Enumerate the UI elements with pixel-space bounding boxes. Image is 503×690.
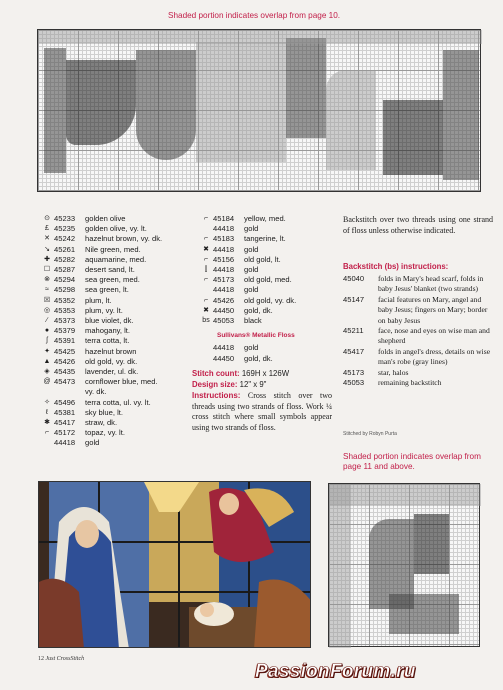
stitch-symbol-icon: ✱ — [44, 419, 50, 427]
floss-key-row — [40, 347, 198, 357]
metallic-floss-row — [199, 343, 329, 353]
stitch-symbol-icon — [40, 387, 54, 397]
floss-key-row — [199, 265, 329, 275]
backstitch-row — [343, 378, 493, 388]
floss-color-name: black — [244, 316, 262, 326]
stitch-symbol-icon: ✧ — [44, 398, 50, 406]
floss-color-name: gold — [244, 265, 259, 275]
floss-key-row — [40, 398, 198, 408]
floss-color-name: plum, vy. lt. — [85, 305, 123, 315]
floss-code: 45173 — [213, 275, 235, 285]
floss-color-name: old gold, med. — [244, 275, 292, 285]
floss-key-row — [199, 275, 329, 285]
floss-key-row — [40, 428, 198, 438]
stitch-symbol-icon — [40, 438, 54, 448]
floss-code: 44418 — [213, 244, 235, 254]
floss-color-name: terra cotta, ul. vy. lt. — [85, 397, 151, 407]
stitch-info — [192, 369, 289, 390]
floss-color-name: Nile green, med. — [85, 244, 141, 254]
stitch-symbol-icon: ⌐ — [203, 255, 209, 263]
floss-code: 45426 — [213, 295, 235, 305]
floss-color-name: golden olive, vy. lt. — [85, 224, 147, 234]
floss-code: 45496 — [54, 397, 76, 407]
floss-code: 45435 — [54, 367, 76, 377]
stitch-symbol-icon — [199, 224, 213, 234]
floss-color-name: straw, dk. — [85, 418, 118, 428]
floss-key-row — [40, 357, 198, 367]
floss-code: 44418 — [213, 343, 235, 353]
metallic-floss-rows — [199, 343, 329, 363]
nativity-stitched-photo — [38, 481, 311, 648]
cross-stitch-chart-top — [37, 29, 481, 192]
floss-code: 45381 — [54, 407, 76, 417]
floss-key-row — [199, 234, 329, 244]
stitch-symbol-icon: ◎ — [43, 306, 51, 314]
stitch-count-label: Stitch count: — [192, 369, 240, 378]
floss-color-name: gold — [85, 438, 100, 448]
spacer — [199, 343, 213, 353]
floss-key-row — [40, 387, 198, 397]
backstitch-description: facial features on Mary, angel and baby Jesus; fingers on Mary; border on baby Jesus — [378, 294, 488, 325]
backstitch-description: face, nose and eyes on wise man and shepherd — [378, 326, 490, 346]
floss-color-name: gold — [244, 224, 259, 234]
stitch-symbol-icon: ʃ — [46, 337, 48, 345]
floss-code: 44450 — [213, 353, 235, 363]
backstitch-list — [343, 274, 493, 388]
floss-color-name: sea green, med. — [85, 275, 140, 285]
floss-color-name: old gold, vy. dk. — [244, 295, 297, 305]
floss-key-row — [199, 316, 329, 326]
floss-code: 45373 — [54, 316, 76, 326]
floss-code: 44418 — [213, 285, 235, 295]
stitch-symbol-icon: bs — [202, 317, 210, 325]
chart-shade-region — [66, 60, 136, 145]
floss-key-column-2 — [199, 214, 329, 364]
chart-shade-region — [389, 594, 459, 634]
site-watermark: PassionForum.ru — [255, 661, 416, 682]
chart-shade-region — [286, 38, 326, 138]
floss-code: 45242 — [54, 234, 76, 244]
floss-key-row — [40, 285, 198, 295]
nativity-illustration — [39, 482, 311, 648]
stitch-symbol-icon: ⊗ — [44, 276, 50, 284]
floss-color-name: gold, dk. — [244, 305, 273, 315]
design-size-label: Design size: — [192, 379, 238, 389]
backstitch-heading: Backstitch (bs) instructions: — [343, 262, 449, 271]
spacer — [199, 354, 213, 364]
floss-key-row — [40, 306, 198, 316]
floss-key-row — [40, 214, 198, 224]
stitch-symbol-icon: ⌐ — [203, 235, 209, 243]
chart-shade-region — [383, 100, 443, 175]
backstitch-description: star, halos — [378, 367, 409, 377]
backstitch-description: remaining backstitch — [378, 378, 442, 388]
instructions-paragraph — [192, 391, 332, 433]
floss-key-row — [40, 418, 198, 428]
floss-key-row — [40, 316, 198, 326]
floss-key-column-1 — [40, 214, 198, 449]
stitch-symbol-icon: @ — [43, 378, 51, 386]
floss-key-row — [199, 224, 329, 234]
floss-color-name: sky blue, lt. — [85, 407, 123, 417]
floss-color-name: old gold, vy. dk. — [85, 356, 138, 366]
stitch-symbol-icon: ⊙ — [44, 215, 50, 222]
floss-key-rows — [199, 214, 329, 326]
floss-code: 45183 — [213, 234, 235, 244]
floss-code: 44450 — [213, 305, 235, 315]
floss-key-row — [40, 367, 198, 377]
backstitch-row — [343, 295, 493, 326]
floss-key-row — [40, 296, 198, 306]
instructions-text: Cross stitch over two threads using two strands of floss. Work ¼ cross stitch where small symbols appear using two strands of floss. — [192, 391, 333, 432]
instructions-label: Instructions: — [192, 391, 241, 400]
backstitch-description: folds in angel's dress, details on wise man's robe (gray lines) — [378, 346, 491, 367]
floss-code: 45172 — [54, 428, 76, 438]
floss-key-row — [40, 408, 198, 418]
chart-shade-region — [414, 514, 449, 574]
floss-code: 45298 — [54, 285, 76, 295]
floss-key-row — [40, 438, 198, 448]
floss-key-row — [40, 265, 198, 275]
floss-key-row — [199, 255, 329, 265]
stitch-symbol-icon: ✦ — [44, 347, 50, 355]
floss-key-row — [199, 306, 329, 316]
floss-color-name: lavender, ul. dk. — [85, 367, 139, 377]
floss-code: 45294 — [54, 275, 76, 285]
stitch-symbol-icon: ◈ — [44, 368, 50, 376]
floss-color-name: blue violet, dk. — [85, 316, 134, 326]
stitch-symbol-icon: ⌐ — [203, 276, 209, 284]
floss-code: 45425 — [54, 346, 76, 356]
backstitch-row — [343, 368, 493, 378]
floss-code: 45040 — [343, 274, 365, 283]
floss-code: 45353 — [54, 305, 76, 315]
floss-color-name: terra cotta, lt. — [85, 336, 130, 346]
floss-code: 45426 — [54, 356, 76, 366]
floss-code: 45053 — [343, 378, 365, 388]
floss-code: 45391 — [54, 336, 76, 346]
floss-code: 45233 — [54, 214, 76, 223]
backstitch-row — [343, 347, 493, 368]
floss-code: 44418 — [54, 438, 76, 448]
overlap-note-top: Shaded portion indicates overlap from page 10. — [168, 11, 341, 20]
floss-key-row — [199, 245, 329, 255]
floss-color-name: gold — [244, 343, 259, 353]
floss-code: 45379 — [54, 326, 76, 336]
backstitch-description: folds in Mary's head scarf, folds in baby Jesus' blanket (two strands) — [378, 274, 484, 294]
floss-color-name: cornflower blue, med. — [85, 377, 158, 387]
backstitch-row — [343, 326, 493, 347]
chart-overlap-band — [38, 30, 482, 44]
floss-code: 45261 — [54, 244, 76, 254]
floss-color-name: gold — [244, 285, 259, 295]
floss-code: 45417 — [54, 418, 76, 428]
floss-color-name: plum, lt. — [85, 295, 112, 305]
overlap-note-right: Shaded portion indicates overlap from page 11 and above. — [343, 452, 481, 471]
floss-color-name: sea green, lt. — [85, 285, 129, 295]
stitch-symbol-icon: ✖ — [203, 306, 209, 314]
floss-color-name: gold — [244, 244, 259, 254]
floss-code: 45156 — [213, 254, 235, 264]
stitch-symbol-icon: ✖ — [203, 245, 209, 253]
floss-key-row — [199, 296, 329, 306]
floss-key-row — [199, 214, 329, 224]
floss-code: 45235 — [54, 224, 76, 234]
floss-code: 45053 — [213, 316, 235, 326]
page-number: 12 — [38, 656, 44, 662]
floss-code — [54, 387, 85, 397]
chart-shade-region — [326, 70, 376, 170]
floss-code: 45173 — [343, 367, 365, 377]
floss-code: 45211 — [343, 326, 364, 336]
floss-key-row — [40, 255, 198, 265]
stitch-symbol-icon: ℓ — [45, 408, 49, 416]
floss-key-row — [40, 245, 198, 255]
floss-code: 45282 — [54, 254, 76, 264]
floss-code: 45352 — [54, 295, 76, 305]
floss-color-name: topaz, vy. lt. — [85, 428, 125, 438]
floss-code: 45417 — [343, 346, 365, 356]
chart-shade-region — [44, 48, 66, 173]
floss-key-row — [40, 377, 198, 387]
chart-shade-region — [443, 50, 479, 180]
stitch-symbol-icon: ↘ — [44, 245, 50, 253]
chart-overlap-band — [329, 484, 351, 648]
stitch-symbol-icon — [199, 285, 213, 295]
chart-overlap-band — [329, 484, 481, 506]
stitch-symbol-icon: ⌐ — [203, 296, 209, 304]
floss-key-row — [199, 285, 329, 295]
floss-color-name: desert sand, lt. — [85, 265, 135, 275]
floss-code: 45473 — [54, 377, 76, 387]
stitch-symbol-icon: ≈ — [45, 286, 49, 294]
stitched-by-credit: Stitched by Robyn Purta — [343, 431, 397, 437]
stitch-symbol-icon: ▲ — [43, 357, 51, 365]
floss-key-row — [40, 336, 198, 346]
floss-code: 45184 — [213, 214, 235, 223]
page-footer — [38, 656, 84, 662]
floss-key-row — [40, 234, 198, 244]
floss-color-name: old gold, lt. — [244, 254, 281, 264]
floss-color-name: tangerine, lt. — [244, 234, 286, 244]
stitch-symbol-icon: ✚ — [44, 255, 50, 263]
floss-color-name: mahogany, lt. — [85, 326, 131, 336]
stitch-symbol-icon: ∕ — [46, 317, 48, 325]
stitch-symbol-icon: ☐ — [43, 266, 51, 274]
stitch-symbol-icon: ✕ — [44, 235, 50, 243]
chart-shade-region — [136, 50, 196, 160]
floss-color-name: golden olive — [85, 214, 126, 223]
stitch-symbol-icon: ● — [44, 327, 50, 335]
floss-key-row — [40, 275, 198, 285]
floss-color-name: yellow, med. — [244, 214, 286, 223]
backstitch-intro: Backstitch over two threads using one strand of floss unless otherwise indicated. — [343, 215, 493, 235]
floss-color-name: vy. dk. — [85, 387, 107, 397]
stitch-symbol-icon: ⌐ — [44, 429, 50, 437]
design-size-value: 12" x 9" — [239, 379, 267, 389]
metallic-floss-row — [199, 354, 329, 364]
stitch-symbol-icon: ⌐ — [203, 215, 209, 222]
floss-code: 44418 — [213, 224, 235, 234]
cross-stitch-chart-right — [328, 483, 480, 647]
floss-color-name: gold, dk. — [244, 353, 273, 363]
floss-color-name: aquamarine, med. — [85, 254, 147, 264]
stitch-symbol-icon: ⫿ — [204, 266, 208, 274]
floss-code: 45287 — [54, 265, 76, 275]
stitch-symbol-icon: £ — [45, 225, 49, 233]
floss-code: 45147 — [343, 294, 365, 304]
floss-color-name: hazelnut brown — [85, 346, 137, 356]
metallic-floss-heading: Sullivans® Metallic Floss — [217, 332, 295, 340]
stitch-count-value: 169H x 126W — [241, 369, 290, 378]
floss-code: 44418 — [213, 265, 235, 275]
floss-key-row — [40, 224, 198, 234]
chart-shade-region — [196, 42, 286, 162]
backstitch-row — [343, 274, 493, 295]
floss-key-row — [40, 326, 198, 336]
floss-color-name: hazelnut brown, vy. dk. — [85, 234, 163, 244]
stitch-symbol-icon: ☒ — [43, 296, 51, 304]
magazine-name: Just CrossStitch — [45, 656, 85, 662]
